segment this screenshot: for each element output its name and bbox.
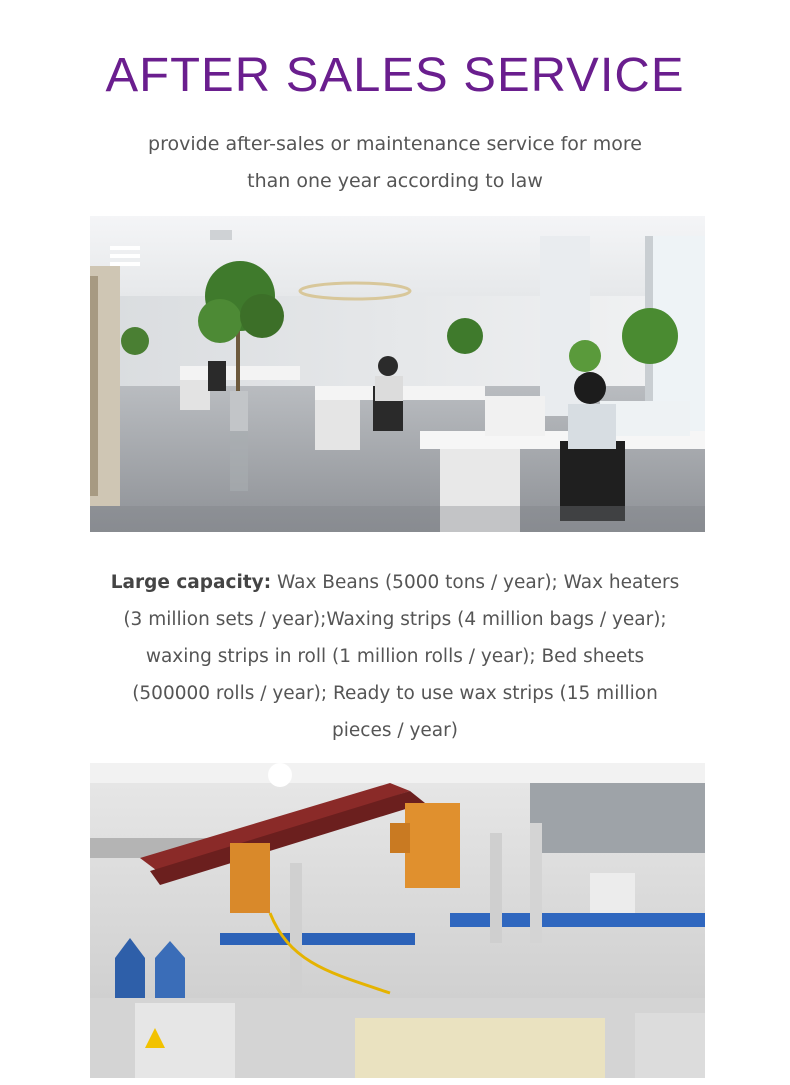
capacity-label: Large capacity: — [110, 572, 272, 593]
factory-photo — [90, 763, 705, 1078]
office-photo — [90, 216, 705, 532]
office-photo-illustration — [90, 216, 705, 532]
factory-photo-illustration — [90, 763, 705, 1078]
page-title: AFTER SALES SERVICE — [105, 49, 685, 102]
capacity-description — [110, 564, 680, 749]
capacity-text: Wax Beans (5000 tons / year); Wax heaters (3 million sets / year);Waxing strips (4 million bags / year); waxing strips in roll (1 million rolls / year); Bed sheets (500000 rolls / year); Ready to use wax strips (15 million pieces / year) — [123, 572, 680, 741]
page-subtitle: provide after-sales or maintenance service for more than one year according to law — [148, 133, 642, 192]
